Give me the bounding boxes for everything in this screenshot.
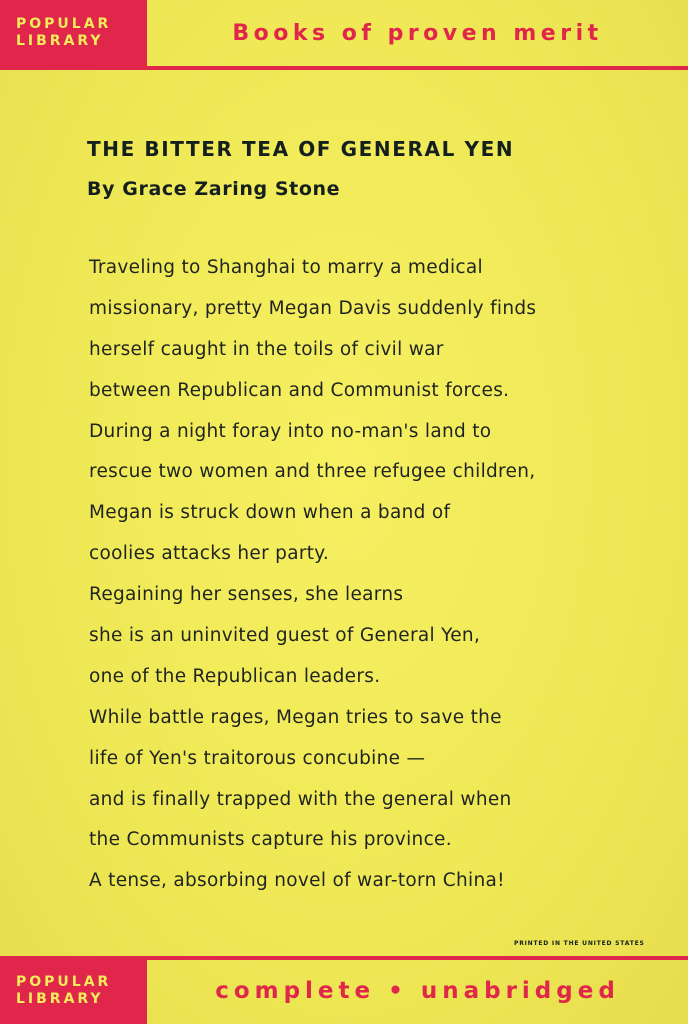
book-author: By Grace Zaring Stone — [87, 178, 341, 200]
blurb-line: and is finally trapped with the general when — [89, 788, 512, 810]
blurb-line: missionary, pretty Megan Davis suddenly finds — [89, 297, 537, 319]
blurb-line: While battle rages, Megan tries to save the — [89, 706, 502, 728]
logo-line-1: POPULAR — [16, 974, 112, 990]
blurb-line: Traveling to Shanghai to marry a medical — [89, 257, 483, 278]
blurb-line: she is an uninvited guest of General Yen, — [89, 625, 481, 647]
blurb-line: between Republican and Communist forces. — [89, 379, 510, 401]
blurb-line: Regaining her senses, she learns — [89, 584, 404, 606]
blurb-line: rescue two women and three refugee children, — [89, 461, 536, 483]
blurb-line: A tense, absorbing novel of war-torn China! — [89, 870, 505, 892]
blurb — [89, 248, 649, 902]
publisher-logo — [0, 958, 147, 1024]
logo-line-2: LIBRARY — [16, 33, 104, 49]
logo-line-2: LIBRARY — [16, 991, 104, 1007]
header-rule — [0, 66, 688, 70]
blurb-line: one of the Republican leaders. — [89, 665, 381, 687]
blurb-line: the Communists capture his province. — [89, 829, 452, 851]
blurb-line: coolies attacks her party. — [89, 543, 330, 565]
footer-tagline: complete • unabridged — [215, 978, 620, 1004]
logo-line-1: POPULAR — [16, 16, 112, 32]
publisher-logo — [0, 0, 147, 66]
header-band — [0, 0, 688, 66]
blurb-line: Megan is struck down when a band of — [89, 502, 451, 524]
book-title: THE BITTER TEA OF GENERAL YEN — [87, 137, 515, 161]
printed-note: PRINTED IN THE UNITED STATES — [514, 940, 645, 947]
footer-band — [0, 958, 688, 1024]
blurb-line: herself caught in the toils of civil war — [89, 338, 444, 360]
blurb-line: life of Yen's traitorous concubine — — [89, 747, 426, 769]
blurb-line: During a night foray into no-man's land to — [89, 420, 492, 442]
header-tagline: Books of proven merit — [232, 20, 603, 46]
